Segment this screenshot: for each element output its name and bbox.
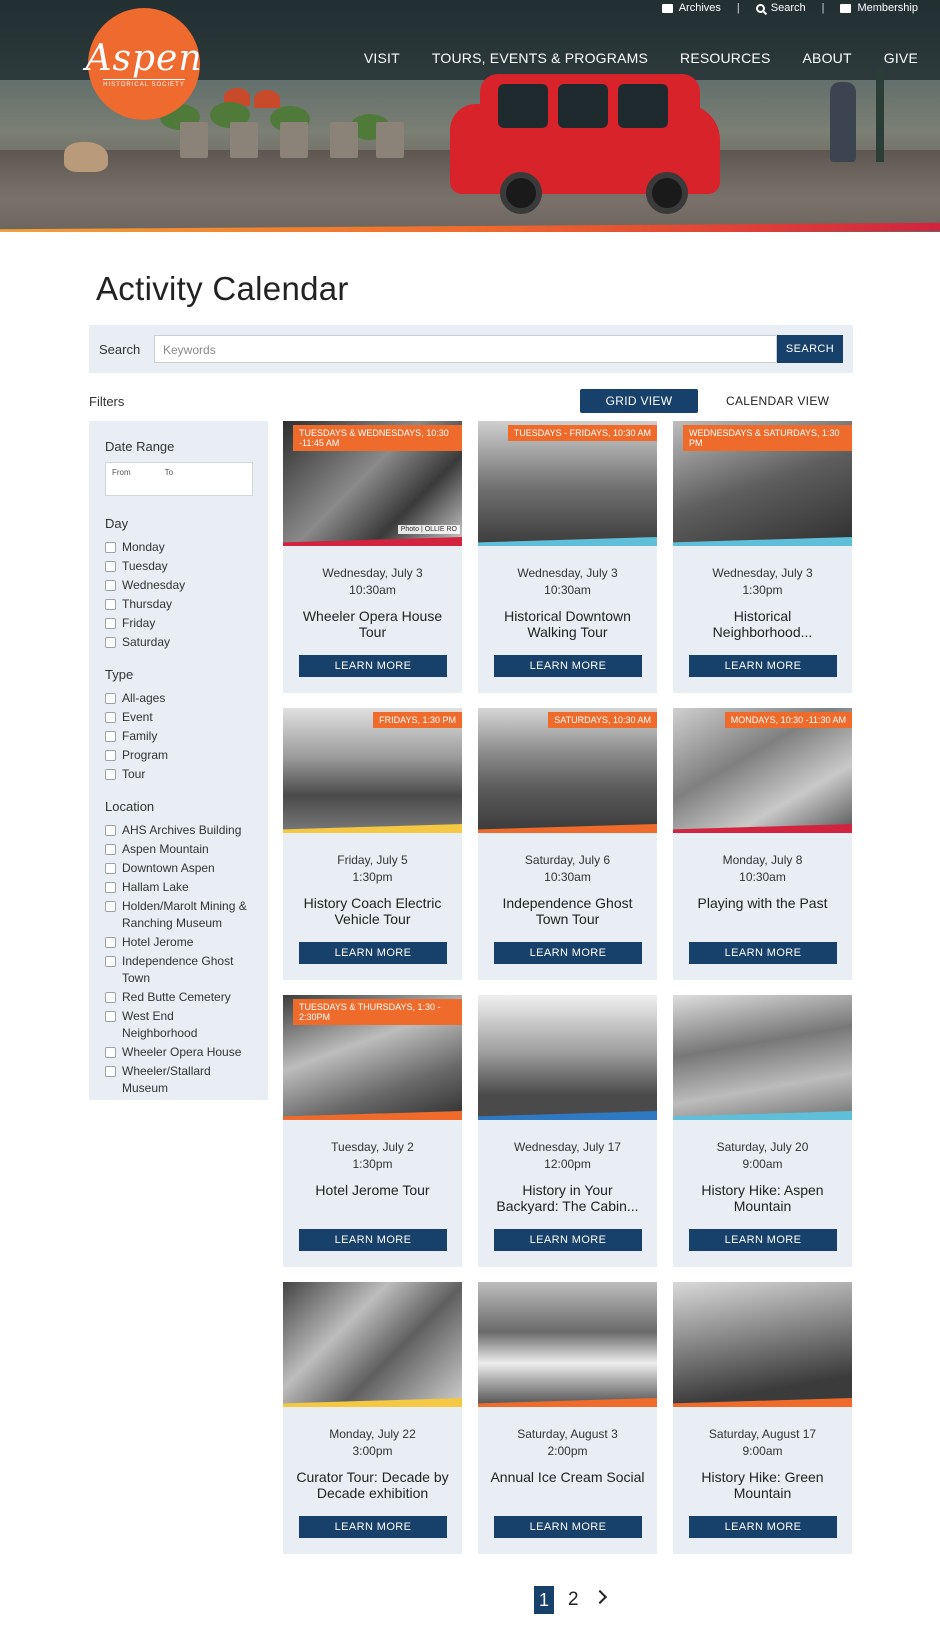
filter-option-label: Downtown Aspen	[122, 861, 215, 875]
filter-option-label: Tuesday	[122, 559, 168, 573]
pedestrian-photo	[830, 82, 856, 162]
pagination	[534, 1586, 605, 1614]
view-toggle	[580, 389, 829, 413]
event-card[interactable]	[478, 708, 657, 980]
site-logo[interactable]	[85, 8, 203, 120]
event-date: Monday, July 8	[722, 853, 803, 867]
filter-option[interactable]	[105, 596, 252, 613]
logo-subtitle: HISTORICAL SOCIETY	[103, 79, 185, 88]
utility-search-link[interactable]: Search	[756, 2, 806, 14]
event-time: 10:30am	[544, 870, 591, 884]
event-title[interactable]: Curator Tour: Decade by Decade exhibition	[296, 1469, 449, 1501]
event-datetime	[283, 1139, 462, 1173]
checkbox[interactable]	[105, 618, 116, 629]
utility-membership-link[interactable]: Membership	[840, 2, 918, 14]
event-date: Saturday, August 3	[517, 1427, 618, 1441]
event-time: 9:00am	[742, 1444, 783, 1458]
event-card[interactable]	[478, 1282, 657, 1554]
filter-option-label: Hotel Jerome	[122, 935, 194, 949]
day-filter-group	[105, 516, 252, 651]
learn-more-button[interactable]: LEARN MORE	[299, 1229, 447, 1251]
type-heading: Type	[105, 667, 134, 682]
event-title[interactable]: History Coach Electric Vehicle Tour	[303, 895, 442, 927]
event-date: Wednesday, July 3	[517, 566, 618, 580]
nav-give[interactable]: GIVE	[883, 50, 918, 66]
filter-option[interactable]	[105, 1008, 252, 1042]
filter-option[interactable]	[105, 766, 252, 783]
event-time: 1:30pm	[352, 870, 393, 884]
nav-tours-events-programs[interactable]: TOURS, EVENTS & PROGRAMS	[431, 50, 649, 66]
page-current[interactable]: 1	[534, 1586, 554, 1614]
event-time: 2:00pm	[547, 1444, 588, 1458]
event-date: Monday, July 22	[329, 1427, 416, 1441]
event-photo[interactable]	[478, 1282, 657, 1407]
schedule-badge: MONDAYS, 10:30 -11:30 AM	[725, 712, 852, 728]
event-title[interactable]: Historical Neighborhood...	[712, 608, 813, 640]
filter-option[interactable]	[105, 558, 252, 575]
event-datetime	[478, 1426, 657, 1460]
filter-option-label: Event	[122, 710, 153, 724]
event-datetime	[673, 1426, 852, 1460]
filter-option[interactable]	[105, 860, 252, 877]
event-card[interactable]	[283, 1282, 462, 1554]
filter-option-label: Hallam Lake	[122, 880, 189, 894]
event-date: Tuesday, July 2	[331, 1140, 414, 1154]
filter-option[interactable]	[105, 989, 252, 1006]
event-card[interactable]	[673, 708, 852, 980]
learn-more-button[interactable]: LEARN MORE	[494, 1516, 642, 1538]
type-filter-group	[105, 667, 252, 783]
schedule-badge: SATURDAYS, 10:30 AM	[548, 712, 657, 728]
checkbox[interactable]	[105, 863, 116, 874]
filter-option[interactable]	[105, 615, 252, 632]
filter-option-label: Saturday	[122, 635, 171, 649]
checkbox[interactable]	[105, 825, 116, 836]
book-icon	[662, 4, 673, 13]
event-photo[interactable]	[673, 1282, 852, 1407]
search-label: Search	[99, 341, 141, 357]
card-icon	[840, 4, 851, 13]
checkbox[interactable]	[105, 580, 116, 591]
filter-option-label: Family	[122, 729, 158, 743]
photo-credit: Photo | OLLIE RO	[398, 525, 460, 534]
filter-option[interactable]	[105, 634, 252, 651]
nav-visit[interactable]: VISIT	[363, 50, 400, 66]
filter-option-label: Thursday	[122, 597, 173, 611]
event-card[interactable]	[283, 708, 462, 980]
event-datetime	[283, 1426, 462, 1460]
filter-option[interactable]	[105, 841, 252, 858]
learn-more-button[interactable]: LEARN MORE	[494, 1229, 642, 1251]
learn-more-button[interactable]: LEARN MORE	[689, 1229, 837, 1251]
location-filter-group	[105, 799, 252, 1097]
filter-option[interactable]	[105, 822, 252, 839]
learn-more-button[interactable]: LEARN MORE	[299, 655, 447, 677]
dog-photo	[64, 142, 108, 172]
location-heading: Location	[105, 799, 155, 814]
event-datetime	[673, 565, 852, 599]
event-title[interactable]: History Hike: Green Mountain	[701, 1469, 824, 1501]
event-card[interactable]	[673, 1282, 852, 1554]
checkbox[interactable]	[105, 769, 116, 780]
electric-cart-photo	[450, 74, 720, 214]
event-title[interactable]: Hotel Jerome Tour	[315, 1182, 430, 1198]
filter-sidebar	[89, 421, 268, 1100]
grid-view-button[interactable]: GRID VIEW	[580, 389, 698, 413]
event-photo[interactable]	[673, 995, 852, 1120]
page-link[interactable]: 2	[568, 1589, 579, 1610]
filter-option-label: Wheeler Opera House	[122, 1045, 242, 1059]
event-time: 1:30pm	[742, 583, 783, 597]
filter-option-label: Monday	[122, 540, 165, 554]
event-datetime	[478, 565, 657, 599]
event-time: 3:00pm	[352, 1444, 393, 1458]
event-time: 12:00pm	[544, 1157, 591, 1171]
schedule-badge: FRIDAYS, 1:30 PM	[373, 712, 462, 728]
learn-more-button[interactable]: LEARN MORE	[689, 655, 837, 677]
checkbox[interactable]	[105, 693, 116, 704]
filters-heading: Filters	[89, 394, 125, 409]
event-time: 9:00am	[742, 1157, 783, 1171]
learn-more-button[interactable]: LEARN MORE	[494, 655, 642, 677]
event-photo[interactable]	[673, 421, 852, 546]
event-datetime	[283, 565, 462, 599]
event-photo[interactable]	[283, 421, 462, 546]
checkbox[interactable]	[105, 637, 116, 648]
checkbox[interactable]	[105, 1011, 116, 1022]
event-date: Saturday, August 17	[708, 1427, 817, 1441]
filter-option-label: Tour	[122, 767, 146, 781]
checkbox[interactable]	[105, 901, 116, 912]
page-title: Activity Calendar	[96, 270, 349, 307]
event-title[interactable]: Wheeler Opera House Tour	[302, 608, 443, 640]
event-card[interactable]	[673, 995, 852, 1267]
filter-option-label: Wednesday	[122, 578, 186, 592]
event-card[interactable]	[673, 421, 852, 693]
event-card[interactable]	[478, 421, 657, 693]
checkbox[interactable]	[105, 844, 116, 855]
event-photo[interactable]	[283, 708, 462, 833]
event-card[interactable]	[478, 995, 657, 1267]
event-datetime	[673, 1139, 852, 1173]
event-datetime	[478, 1139, 657, 1173]
nav-about[interactable]: ABOUT	[802, 50, 852, 66]
event-title[interactable]: Annual Ice Cream Social	[490, 1469, 645, 1485]
filter-option-label: Aspen Mountain	[122, 842, 209, 856]
event-date: Wednesday, July 3	[712, 566, 813, 580]
event-datetime	[283, 852, 462, 886]
day-options	[105, 539, 252, 651]
date-from-label: From	[112, 468, 131, 477]
filter-option[interactable]	[105, 898, 252, 932]
event-card[interactable]	[283, 421, 462, 693]
filter-option-label: Red Butte Cemetery	[122, 990, 231, 1004]
filter-option-label: Independence Ghost Town	[122, 954, 234, 985]
schedule-badge: TUESDAYS & WEDNESDAYS, 10:30 -11:45 AM	[293, 425, 462, 451]
checkbox[interactable]	[105, 750, 116, 761]
filter-option[interactable]	[105, 539, 252, 556]
checkbox[interactable]	[105, 1066, 116, 1077]
filter-option[interactable]	[105, 879, 252, 896]
search-input[interactable]: Keywords	[154, 335, 777, 363]
filter-option[interactable]	[105, 690, 252, 707]
event-title[interactable]: History Hike: Aspen Mountain	[701, 1182, 824, 1214]
learn-more-button[interactable]: LEARN MORE	[494, 942, 642, 964]
filter-option[interactable]	[105, 953, 252, 987]
checkbox[interactable]	[105, 992, 116, 1003]
checkbox[interactable]	[105, 599, 116, 610]
filter-option-label: All-ages	[122, 691, 166, 705]
checkbox[interactable]	[105, 542, 116, 553]
calendar-view-button[interactable]: CALENDAR VIEW	[726, 394, 830, 408]
filter-option-label: Wheeler/Stallard Museum	[122, 1064, 211, 1095]
date-range-field[interactable]	[105, 462, 253, 496]
event-datetime	[478, 852, 657, 886]
checkbox[interactable]	[105, 731, 116, 742]
event-photo[interactable]	[478, 708, 657, 833]
filter-option[interactable]	[105, 728, 252, 745]
event-date: Friday, July 5	[337, 853, 408, 867]
filter-option[interactable]	[105, 1044, 252, 1061]
filter-option[interactable]	[105, 709, 252, 726]
filter-option[interactable]	[105, 1063, 252, 1097]
event-photo[interactable]	[478, 995, 657, 1120]
event-date: Saturday, July 20	[716, 1140, 809, 1154]
event-date: Wednesday, July 3	[322, 566, 423, 580]
filter-option[interactable]	[105, 747, 252, 764]
event-date: Saturday, July 6	[524, 853, 611, 867]
planters-photo	[150, 96, 430, 158]
learn-more-button[interactable]: LEARN MORE	[299, 1516, 447, 1538]
learn-more-button[interactable]: LEARN MORE	[689, 1516, 837, 1538]
event-photo[interactable]	[478, 421, 657, 546]
event-time: 10:30am	[544, 583, 591, 597]
event-date: Wednesday, July 17	[514, 1140, 621, 1154]
filter-option[interactable]	[105, 577, 252, 594]
event-title[interactable]: Historical Downtown Walking Tour	[504, 608, 631, 640]
schedule-badge: TUESDAYS - FRIDAYS, 10:30 AM	[508, 425, 657, 441]
schedule-badge: WEDNESDAYS & SATURDAYS, 1:30 PM	[683, 425, 852, 451]
type-options	[105, 690, 252, 783]
filter-option-label: Holden/Marolt Mining & Ranching Museum	[122, 899, 247, 930]
search-button[interactable]: SEARCH	[777, 335, 843, 363]
event-photo[interactable]	[283, 1282, 462, 1407]
event-datetime	[673, 852, 852, 886]
event-time: 10:30am	[349, 583, 396, 597]
event-title[interactable]: Independence Ghost Town Tour	[502, 895, 633, 927]
checkbox[interactable]	[105, 712, 116, 723]
filter-option-label: Program	[122, 748, 169, 762]
filter-option-label: West End Neighborhood	[122, 1009, 198, 1040]
search-bar	[89, 325, 853, 373]
checkbox[interactable]	[105, 882, 116, 893]
filter-option-label: AHS Archives Building	[122, 823, 242, 837]
chevron-right-icon[interactable]	[593, 1590, 607, 1604]
checkbox[interactable]	[105, 561, 116, 572]
date-range-heading: Date Range	[105, 439, 175, 454]
location-options	[105, 822, 252, 1097]
search-icon	[756, 4, 765, 13]
learn-more-button[interactable]: LEARN MORE	[299, 942, 447, 964]
event-photo[interactable]	[673, 708, 852, 833]
filter-option-label: Friday	[122, 616, 156, 630]
logo-wordmark: Aspen	[85, 37, 203, 79]
event-time: 10:30am	[739, 870, 786, 884]
checkbox[interactable]	[105, 937, 116, 948]
event-time: 1:30pm	[352, 1157, 393, 1171]
learn-more-button[interactable]: LEARN MORE	[689, 942, 837, 964]
schedule-badge: TUESDAYS & THURSDAYS, 1:30 - 2:30PM	[293, 999, 462, 1025]
lamp-post-photo	[876, 70, 884, 162]
filter-option[interactable]	[105, 934, 252, 951]
utility-nav: Archives | Search | Membership	[662, 2, 918, 14]
event-photo[interactable]	[283, 995, 462, 1120]
main-nav	[364, 50, 918, 66]
day-heading: Day	[105, 516, 129, 531]
event-title[interactable]: Playing with the Past	[697, 895, 828, 911]
utility-archives-link[interactable]: Archives	[662, 2, 721, 14]
checkbox[interactable]	[105, 956, 116, 967]
event-title[interactable]: History in Your Backyard: The Cabin...	[496, 1182, 639, 1214]
nav-resources[interactable]: RESOURCES	[680, 50, 771, 66]
event-card[interactable]	[283, 995, 462, 1267]
date-to-label: To	[164, 468, 174, 477]
checkbox[interactable]	[105, 1047, 116, 1058]
